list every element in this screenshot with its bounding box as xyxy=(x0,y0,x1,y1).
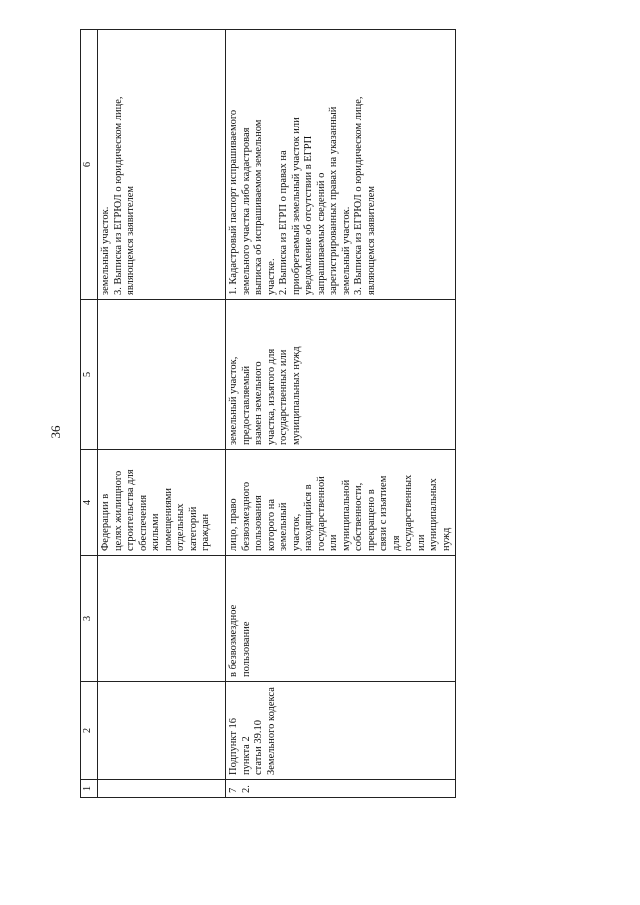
header-row xyxy=(81,30,98,798)
table-container xyxy=(80,30,452,798)
legal-basis-cell: Подпункт 16 пункта 2 статьи 39.10 Земельного кодекса xyxy=(226,682,456,780)
subject-cell: Федерации в целях жилищного строительства для обеспечения жилыми помещениями отдельных категорий граждан xyxy=(98,450,226,556)
documents-cell: земельный участок. 3. Выписка из ЕГРЮЛ о юридическом лице, являющемся заявителем xyxy=(98,30,226,300)
row-number-cell: 72. xyxy=(226,780,456,798)
land-object-cell xyxy=(98,300,226,450)
column-number-5: 5 xyxy=(81,300,98,450)
right-type-cell: в безвозмездное пользование xyxy=(226,556,456,682)
page-number: 36 xyxy=(48,425,63,439)
land-object-cell: земельный участок, предоставляемый взамен земельного участка, изъятого для государственных или муниципальных нужд xyxy=(226,300,456,450)
right-type-cell xyxy=(98,556,226,682)
subject-cell: лицо, право безвозмездного пользования которого на земельный участок, находящийся в государственной или муниципальной собственности, прекращено в связи с изъятием для государственных или муниципальных нужд xyxy=(226,450,456,556)
column-number-4: 4 xyxy=(81,450,98,556)
table-row xyxy=(98,30,226,798)
document-table xyxy=(80,29,456,798)
column-number-3: 3 xyxy=(81,556,98,682)
table-row xyxy=(226,30,456,798)
column-number-6: 6 xyxy=(81,30,98,300)
column-number-1: 1 xyxy=(81,780,98,798)
documents-cell: 1. Кадастровый паспорт испрашиваемого земельного участка либо кадастровая выписка об испрашиваемом земельном участке. 2. Выписка из ЕГРП о правах на приобретаемый земельный участок или уведомление об отсутствии в ЕГРП запрашиваемых сведений о зарегистрированных правах на указанный земельный участок. 3. Выписка из ЕГРЮЛ о юридическом лице, являющемся заявителем xyxy=(226,30,456,300)
column-number-2: 2 xyxy=(81,682,98,780)
row-number-cell xyxy=(98,780,226,798)
legal-basis-cell xyxy=(98,682,226,780)
